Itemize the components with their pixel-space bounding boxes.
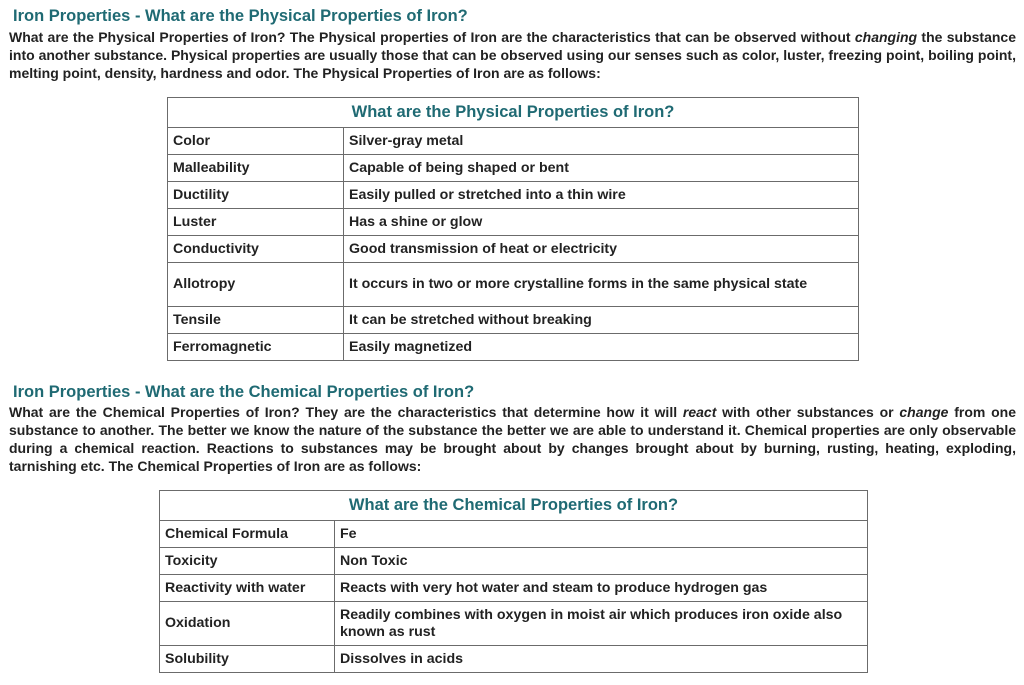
property-value: Fe bbox=[335, 521, 868, 548]
table-row bbox=[160, 548, 868, 575]
table-row bbox=[168, 182, 859, 209]
property-value: Non Toxic bbox=[335, 548, 868, 575]
chemical-properties-table bbox=[159, 490, 868, 673]
property-value: Has a shine or glow bbox=[344, 209, 859, 236]
property-value: Readily combines with oxygen in moist air which produces iron oxide also known as rust bbox=[335, 602, 868, 646]
physical-table-heading: What are the Physical Properties of Iron? bbox=[168, 98, 859, 128]
property-value: Reacts with very hot water and steam to produce hydrogen gas bbox=[335, 575, 868, 602]
chemical-para-text-3: from one substance to another. The better we know the nature of the substance the better we are able to understand it. Chemical properties are only observable during a chemical reaction. Reactions to substances may be brought about by changes brought about by burning, rusting, heating, exploding, tarnishing etc. The Chemical Properties of Iron are as follows: bbox=[9, 404, 1016, 474]
property-name: Reactivity with water bbox=[160, 575, 335, 602]
physical-para-text-1: What are the Physical Properties of Iron? The Physical properties of Iron are the characteristics that can be observed without bbox=[9, 29, 855, 45]
table-row bbox=[168, 209, 859, 236]
table-row bbox=[168, 155, 859, 182]
property-name: Solubility bbox=[160, 646, 335, 673]
physical-properties-table bbox=[167, 97, 859, 361]
table-row bbox=[168, 263, 859, 307]
physical-para-text-2: the substance into another substance. Physical properties are usually those that can be observed using our senses such as color, luster, freezing point, boiling point, melting point, density, hardness and odor. The Physical Properties of Iron are as follows: bbox=[9, 29, 1016, 81]
table-header-row bbox=[160, 491, 868, 521]
physical-section-title: Iron Properties - What are the Physical Properties of Iron? bbox=[13, 7, 468, 25]
property-value: Easily pulled or stretched into a thin wire bbox=[344, 182, 859, 209]
property-value: Easily magnetized bbox=[344, 334, 859, 361]
property-value: Good transmission of heat or electricity bbox=[344, 236, 859, 263]
chemical-para-text-2: with other substances or bbox=[716, 404, 900, 420]
table-row bbox=[160, 575, 868, 602]
property-value: Capable of being shaped or bent bbox=[344, 155, 859, 182]
table-row bbox=[160, 602, 868, 646]
chemical-table-heading: What are the Chemical Properties of Iron? bbox=[160, 491, 868, 521]
chemical-para-emphasis-react: react bbox=[682, 404, 717, 420]
property-value: It can be stretched without breaking bbox=[344, 307, 859, 334]
property-name: Tensile bbox=[168, 307, 344, 334]
table-header-row bbox=[168, 98, 859, 128]
table-row bbox=[168, 307, 859, 334]
property-value: Dissolves in acids bbox=[335, 646, 868, 673]
property-value: Silver-gray metal bbox=[344, 128, 859, 155]
property-name: Color bbox=[168, 128, 344, 155]
chemical-para-emphasis-change: change bbox=[899, 404, 949, 420]
property-name: Oxidation bbox=[160, 602, 335, 646]
property-name: Conductivity bbox=[168, 236, 344, 263]
table-row bbox=[168, 334, 859, 361]
property-name: Ductility bbox=[168, 182, 344, 209]
table-row bbox=[160, 646, 868, 673]
property-name: Luster bbox=[168, 209, 344, 236]
property-name: Malleability bbox=[168, 155, 344, 182]
physical-para-emphasis: changing bbox=[854, 29, 918, 45]
property-name: Allotropy bbox=[168, 263, 344, 307]
property-name: Chemical Formula bbox=[160, 521, 335, 548]
chemical-para-text-1: What are the Chemical Properties of Iron? They are the characteristics that determine how it will bbox=[9, 404, 683, 420]
table-row bbox=[160, 521, 868, 548]
property-name: Ferromagnetic bbox=[168, 334, 344, 361]
chemical-intro-paragraph bbox=[9, 403, 1016, 475]
physical-intro-paragraph bbox=[9, 28, 1016, 82]
table-row bbox=[168, 128, 859, 155]
table-row bbox=[168, 236, 859, 263]
chemical-section-title: Iron Properties - What are the Chemical Properties of Iron? bbox=[13, 383, 475, 401]
property-value: It occurs in two or more crystalline forms in the same physical state bbox=[344, 263, 859, 307]
property-name: Toxicity bbox=[160, 548, 335, 575]
